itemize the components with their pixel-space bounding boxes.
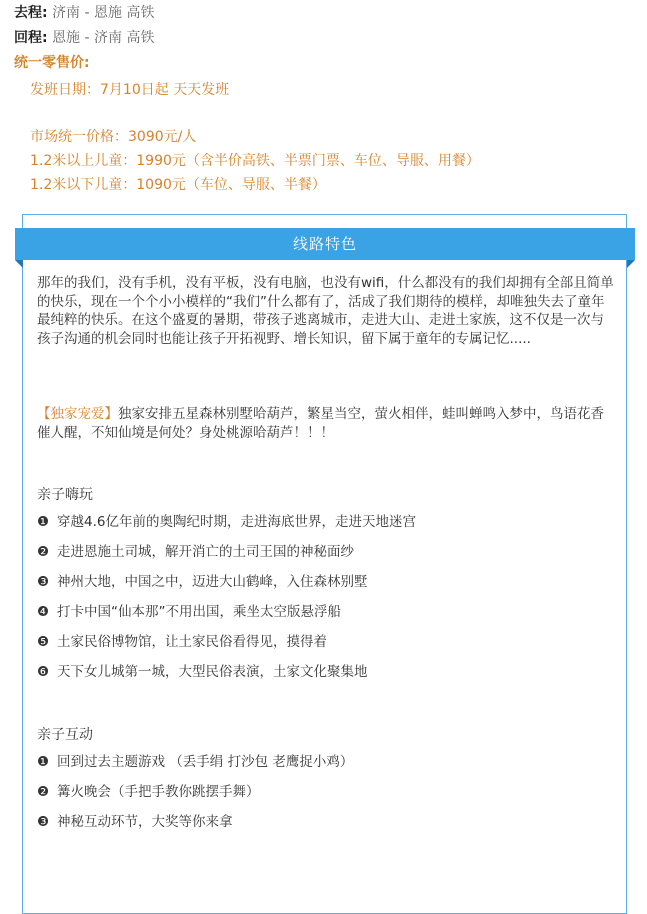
banner-fold-left	[15, 260, 23, 268]
departure-date: 发班日期：7月10日起 天天发班	[30, 82, 230, 98]
bullet-2: ❷	[37, 784, 50, 800]
fun-section-title: 亲子嗨玩	[37, 487, 93, 503]
child-below-price: 1.2米以下儿童：1090元（车位、导服、半餐）	[30, 177, 326, 193]
interact-item	[37, 752, 353, 772]
bullet-6: ❻	[37, 664, 50, 680]
interact-section-title: 亲子互动	[37, 727, 93, 743]
bullet-2: ❷	[37, 544, 50, 560]
interact-item-text: 回到过去主题游戏 （丢手绢 打沙包 老鹰捉小鸡）	[57, 754, 354, 770]
fun-item	[37, 512, 416, 532]
bullet-3: ❸	[37, 574, 50, 590]
exclusive-text: 独家安排五星森林别墅哈葫芦，繁星当空，萤火相伴，蛙叫蝉鸣入梦中，鸟语花香催人醒，不知仙境是何处？身处桃源哈葫芦！！！	[37, 406, 604, 441]
return-line	[14, 28, 154, 48]
bullet-1: ❶	[37, 514, 50, 530]
exclusive-paragraph	[37, 405, 615, 442]
fun-item-text: 穿越4.6亿年前的奥陶纪时期，走进海底世界，走进天地迷宫	[57, 514, 416, 530]
fun-item-text: 土家民俗博物馆，让土家民俗看得见，摸得着	[57, 634, 327, 650]
interact-item-text: 篝火晚会（手把手教你跳摆手舞）	[57, 784, 260, 800]
bullet-5: ❺	[37, 634, 50, 650]
bullet-4: ❹	[37, 604, 50, 620]
fun-item	[37, 572, 368, 592]
depart-value: 济南 - 恩施 高铁	[52, 5, 155, 21]
bullet-3: ❸	[37, 814, 50, 830]
fun-item-text: 走进恩施土司城，解开消亡的土司王国的神秘面纱	[57, 544, 354, 560]
intro-paragraph: 那年的我们，没有手机，没有平板，没有电脑，也没有wifi，什么都没有的我们却拥有全部且简单的快乐，现在一个个小小模样的“我们”什么都有了，活成了我们期待的模样，却唯独失去了童年最纯粹的快乐。在这个盛夏的暑期，带孩子逃离城市，走进大山、走进土家族，这不仅是一次与孩子沟通的机会同时也能让孩子开拓视野、增长知识，留下属于童年的专属记忆.....	[37, 275, 614, 347]
bullet-1: ❶	[37, 754, 50, 770]
section-banner: 线路特色	[15, 228, 635, 260]
banner-fold-right	[627, 260, 635, 268]
depart-label: 去程:	[14, 5, 48, 21]
exclusive-tag: 【独家宠爱】	[37, 406, 118, 422]
fun-item	[37, 632, 327, 652]
interact-item	[37, 782, 260, 802]
interact-item	[37, 812, 233, 832]
fun-item	[37, 662, 368, 682]
price-title: 统一零售价:	[14, 55, 90, 71]
interact-item-text: 神秘互动环节，大奖等你来拿	[57, 814, 233, 830]
return-value: 恩施 - 济南 高铁	[52, 30, 155, 46]
fun-item-text: 天下女儿城第一城，大型民俗表演，土家文化聚集地	[57, 664, 368, 680]
fun-item-text: 打卡中国“仙本那”不用出国，乘坐太空版悬浮船	[57, 604, 341, 620]
return-label: 回程:	[14, 30, 48, 46]
depart-line	[14, 3, 154, 23]
market-price: 市场统一价格：3090元/人	[30, 129, 197, 145]
fun-item	[37, 602, 341, 622]
child-above-price: 1.2米以上儿童：1990元（含半价高铁、半票门票、车位、导服、用餐）	[30, 153, 480, 169]
fun-item-text: 神州大地，中国之中，迈进大山鹤峰，入住森林别墅	[57, 574, 368, 590]
fun-item	[37, 542, 354, 562]
